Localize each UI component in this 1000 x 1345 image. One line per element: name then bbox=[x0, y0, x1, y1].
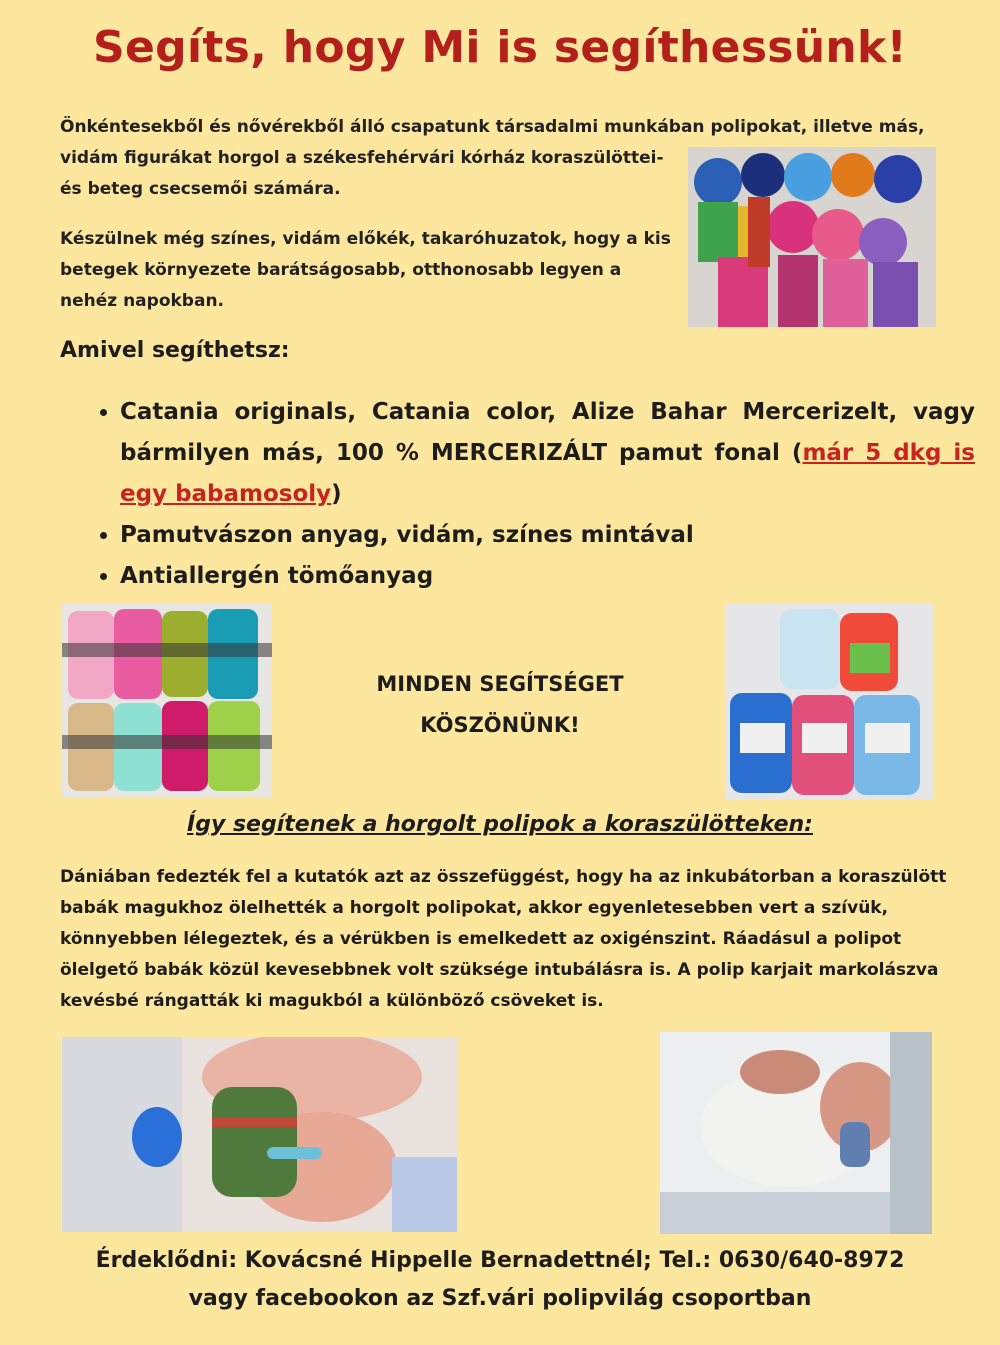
thanks-line-1: MINDEN SEGÍTSÉGET bbox=[376, 672, 624, 696]
list-item: • Pamutvászon anyag, vidám, színes mintával bbox=[120, 515, 975, 556]
list-item bbox=[120, 392, 975, 515]
babamosoly-link[interactable]: már 5 dkg is egy babamosoly bbox=[120, 440, 975, 507]
item1-text: Catania originals, Catania color, Alize Bahar Mercerizelt, vagy bármilyen más, 100 % MERCERIZÁLT pamut fonal ( bbox=[120, 399, 975, 466]
yarn-photo-left bbox=[62, 603, 272, 797]
contact-line-2: vagy facebookon az Szf.vári polipvilág csoportban bbox=[188, 1286, 812, 1311]
intro-paragraph-2: Készülnek még színes, vidám előkék, takaróhuzatok, hogy a kis betegek környezete barátságosabb, otthonosabb legyen a nehéz napokban. bbox=[60, 229, 671, 311]
thanks-line-2: KÖSZÖNÜNK! bbox=[420, 713, 580, 737]
baby-photo-right bbox=[660, 1032, 932, 1234]
intro-line-3: és beteg csecsemői számára. bbox=[60, 179, 341, 199]
yarn-photo-right bbox=[725, 603, 933, 799]
list-item: • Antiallergén tömőanyag bbox=[120, 556, 975, 597]
item1-close: ) bbox=[331, 481, 342, 507]
contact-info bbox=[0, 1242, 1000, 1318]
section-heading: Így segítenek a horgolt polipok a koraszülötteken: bbox=[187, 812, 813, 837]
help-heading: Amivel segíthetsz: bbox=[60, 338, 290, 363]
section-text: Dániában fedezték fel a kutatók azt az összefüggést, hogy ha az inkubátorban a koraszülött babák magukhoz ölelhették a horgolt polipokat, akkor egyenletesebben vert a szívük, könnyebben lélegeztek, és a vérükben is emelkedett az oxigénszint. Ráadásul a polipot ölelgető babák közül kevesebbnek volt szüksége intubálásra is. A polip karjait markolászva kevésbé rángatták ki magukból a különböző csöveket is. bbox=[60, 867, 947, 1011]
baby-photo-left bbox=[62, 1037, 457, 1232]
intro-line-2: vidám figurákat horgol a székesfehérvári kórház koraszülöttei- bbox=[60, 148, 664, 168]
contact-line-1: Érdeklődni: Kovácsné Hippelle Bernadettnél; Tel.: 0630/640-8972 bbox=[95, 1248, 905, 1273]
help-list bbox=[90, 392, 975, 597]
page-title: Segíts, hogy Mi is segíthessünk! bbox=[93, 22, 907, 73]
crochet-octopus-photo bbox=[688, 147, 936, 327]
intro-line-1: Önkéntesekből és nővérekből álló csapatunk társadalmi munkában polipokat, illetve más, bbox=[60, 117, 925, 137]
thanks-text bbox=[330, 664, 670, 746]
intro-lines-2-3 bbox=[60, 143, 680, 205]
